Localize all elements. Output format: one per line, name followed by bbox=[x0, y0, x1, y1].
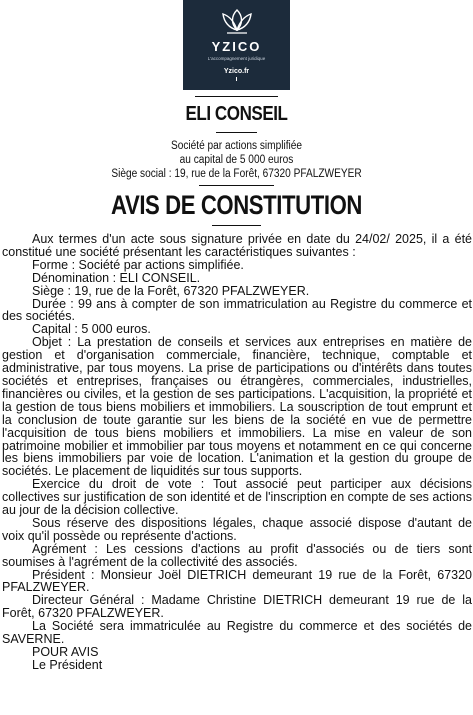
company-capital: au capital de 5 000 euros bbox=[179, 154, 294, 166]
company-meta bbox=[28, 139, 444, 181]
paragraph-president: Président : Monsieur Joël DIETRICH demeurant 19 rue de la Forêt, 67320 PFALZWEYER. bbox=[2, 567, 472, 595]
paragraph-intro: Aux termes d'un acte sous signature privée en date du 24/02/ 2025, il a été constitué une société présentant les caractéristiques suivantes : bbox=[2, 232, 472, 259]
notice-title: AVIS DE CONSTITUTION bbox=[111, 190, 362, 220]
company-name: ELI CONSEIL bbox=[185, 103, 288, 125]
company-form: Société par actions simplifiée bbox=[170, 140, 303, 152]
logo-tick bbox=[236, 77, 237, 81]
yzico-logo bbox=[183, 0, 290, 90]
paragraph-director: Directeur Général : Madame Christine DIETRICH demeurant 19 rue de la Forêt, 67320 PFALZWEYER. bbox=[2, 593, 472, 621]
rule-under-title bbox=[212, 225, 261, 226]
paragraph-votes: Sous réserve des dispositions légales, chaque associé dispose d'autant de voix qu'il possède ou représente d'actions. bbox=[2, 515, 472, 543]
paragraph-capital: Capital : 5 000 euros. bbox=[32, 322, 151, 337]
logo-brand: YZICO bbox=[211, 39, 262, 54]
paragraph-form: Forme : Société par actions simplifiée. bbox=[32, 257, 244, 272]
paragraph-approval: Agrément : Les cessions d'actions au profit d'associés ou de tiers sont soumises à l'agrément de la collectivité des associés. bbox=[2, 541, 472, 569]
paragraph-pour-avis: POUR AVIS bbox=[32, 645, 99, 659]
paragraph-seat: Siège : 19, rue de la Forêt, 67320 PFALZWEYER. bbox=[32, 283, 310, 298]
rule-under-meta bbox=[199, 185, 274, 186]
paragraph-registration: La Société sera immatriculée au Registre du commerce et des sociétés de SAVERNE. bbox=[2, 619, 472, 647]
paragraph-duration: Durée : 99 ans à compter de son immatriculation au Registre du commerce et des sociétés. bbox=[2, 296, 472, 324]
lotus-icon bbox=[217, 6, 257, 38]
paragraph-voting: Exercice du droit de vote : Tout associé peut participer aux décisions collectives sur justification de son identité et de l'inscription en compte de ses actions au jour de la décision collective. bbox=[2, 477, 472, 518]
paragraph-denomination: Dénomination : ELI CONSEIL. bbox=[32, 270, 201, 285]
logo-site: Yzico.fr bbox=[223, 68, 250, 75]
rule-under-name bbox=[216, 132, 257, 133]
rule-top bbox=[195, 96, 278, 97]
company-seat: Siège social : 19, rue de la Forêt, 67320 PFALZWEYER bbox=[111, 168, 362, 180]
paragraph-signature: Le Président bbox=[32, 657, 103, 672]
logo-tagline: L'accompagnement juridique bbox=[207, 56, 266, 61]
paragraph-purpose: Objet : La prestation de conseils et services aux entreprises en matière de gestion et d'organisation commerciale, financière, technique, comptable et administrative, par tous moyens. La prise de participations ou d'intérêts dans toutes sociétés et entreprises, françaises ou étrangères, commerciales, industrielles, financières ou civiles, et la gestion de ses participations. L'acquisition, la propriété et la gestion de tous biens mobiliers et immobiliers. La souscription de tout emprunt et la conclusion de toute garantie sur les biens de la société en vue de permettre l'acquisition de tous biens mobiliers et immobiliers. La mise en valeur de son patrimoine mobilier et immobilier par tous moyens et notamment en ce qui concerne les biens immobiliers par voie de location. L'animation et la gestion du groupe de sociétés. Le placement de liquidités sur tous supports. bbox=[2, 335, 472, 479]
notice-body bbox=[2, 233, 472, 672]
